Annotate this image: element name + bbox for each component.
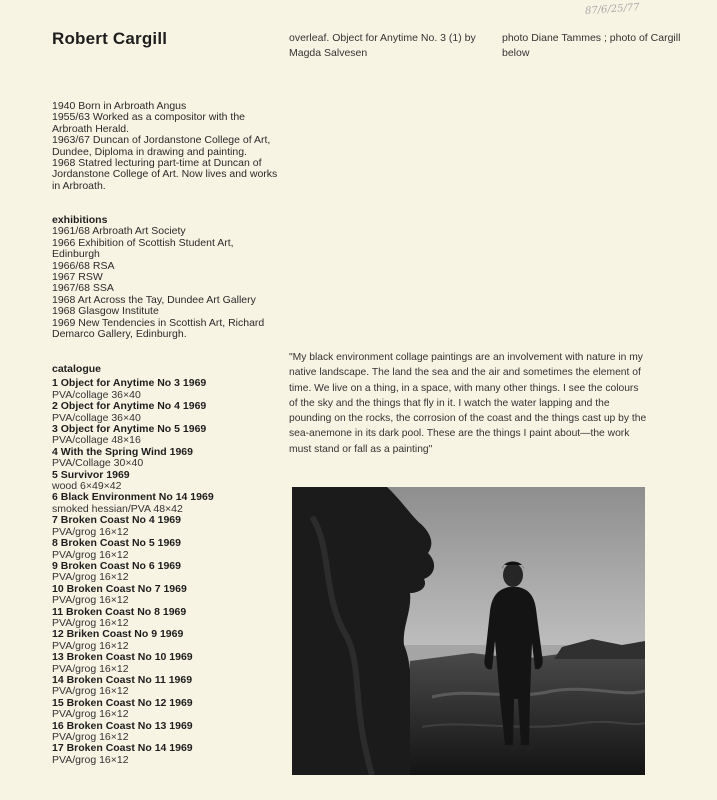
catalogue-item-medium: PVA/grog 16×12	[52, 525, 129, 538]
catalogue-item-title: 10 Broken Coast No 7 1969	[52, 582, 187, 595]
exhibition-item: 1961/68 Arbroath Art Society	[52, 225, 186, 238]
catalogue-item	[52, 538, 282, 561]
exhibitions-section	[52, 215, 282, 340]
catalogue-item-title: 5 Survivor 1969	[52, 468, 130, 481]
catalogue-item	[52, 652, 282, 675]
exhibition-item: 1967/68 SSA	[52, 282, 114, 295]
catalogue-item	[52, 515, 282, 538]
catalogue-item	[52, 424, 282, 447]
catalogue-item-medium: wood 6×49×42	[52, 480, 122, 493]
catalogue-item	[52, 675, 282, 698]
catalogue-item-title: 3 Object for Anytime No 5 1969	[52, 423, 207, 436]
catalogue-section	[52, 364, 282, 766]
catalogue-item-medium: PVA/grog 16×12	[52, 594, 129, 607]
catalogue-item-title: 12 Briken Coast No 9 1969	[52, 628, 184, 641]
catalogue-item-title: 7 Broken Coast No 4 1969	[52, 514, 181, 527]
catalogue-item-medium: PVA/grog 16×12	[52, 662, 129, 675]
catalogue-item	[52, 447, 282, 470]
catalogue-item-medium: PVA/collage 36×40	[52, 388, 141, 401]
catalogue-item-medium: PVA/grog 16×12	[52, 708, 129, 721]
catalogue-item-medium: smoked hessian/PVA 48×42	[52, 502, 183, 515]
catalogue-item	[52, 721, 282, 744]
exhibition-item: 1967 RSW	[52, 271, 103, 284]
catalogue-item-medium: PVA/grog 16×12	[52, 753, 129, 766]
catalogue-item-medium: PVA/grog 16×12	[52, 731, 129, 743]
catalogue-item	[52, 629, 282, 652]
catalogue-item-medium: PVA/grog 16×12	[52, 548, 129, 561]
catalogue-item	[52, 492, 282, 515]
bio-line: 1955/63 Worked as a compositor with the Arbroath Herald.	[52, 111, 245, 135]
handwritten-annotation: 87/6/25/77	[584, 2, 640, 17]
catalogue-item	[52, 401, 282, 424]
catalogue-heading: catalogue	[52, 363, 102, 375]
overleaf-caption: overleaf. Object for Anytime No. 3 (1) by Magda Salvesen	[289, 32, 476, 59]
catalogue-item-title: 9 Broken Coast No 6 1969	[52, 559, 181, 572]
catalogue-item	[52, 561, 282, 584]
catalogue-item-title: 11 Broken Coast No 8 1969	[52, 605, 187, 618]
bio-line: 1968 Statred lecturing part-time at Duncan of Jordanstone College of Art. Now lives and works in Arbroath.	[52, 157, 278, 192]
catalogue-item	[52, 698, 282, 721]
catalogue-item	[52, 743, 282, 766]
exhibition-item: 1968 Glasgow Institute	[52, 305, 159, 318]
catalogue-item	[52, 607, 282, 630]
exhibition-item: 1969 New Tendencies in Scottish Art, Richard Demarco Gallery, Edinburgh.	[52, 316, 265, 341]
bio-line: 1940 Born in Arbroath Angus	[52, 100, 187, 112]
photo-credit-caption: photo Diane Tammes ; photo of Cargill below	[502, 32, 681, 59]
exhibition-item: 1968 Art Across the Tay, Dundee Art Gallery	[52, 293, 256, 306]
artist-photograph	[292, 487, 645, 775]
catalogue-item	[52, 378, 282, 401]
catalogue-item-title: 14 Broken Coast No 11 1969	[52, 673, 193, 686]
artist-quote: "My black environment collage paintings are an involvement with nature in my native landscape. The land the sea and the air and sometimes the element of time. We live on a thing, in a space, with many other things. I see the colours of the sky and the things that fly in it. I watch the water lapping and the pounding on the rocks, the corrosion of the coast and the things cast up by the sea-anemone in its dark pool. These are the things I paint about—the work must stand or fall as a painting"	[289, 352, 647, 455]
photo-illustration	[292, 487, 645, 775]
catalogue-list	[52, 378, 282, 766]
catalogue-item-title: 13 Broken Coast No 10 1969	[52, 651, 193, 664]
catalogue-item-title: 1 Object for Anytime No 3 1969	[52, 377, 207, 390]
biography	[52, 101, 282, 192]
catalogue-item-medium: PVA/Collage 30×40	[52, 457, 144, 470]
catalogue-item-medium: PVA/collage 36×40	[52, 411, 141, 424]
catalogue-item-title: 4 With the Spring Wind 1969	[52, 445, 193, 458]
artist-name: Robert Cargill	[52, 29, 168, 48]
catalogue-item	[52, 470, 282, 493]
catalogue-item-medium: PVA/grog 16×12	[52, 571, 129, 584]
catalogue-item-medium: PVA/grog 16×12	[52, 639, 129, 652]
catalogue-item-title: 16 Broken Coast No 13 1969	[52, 719, 193, 732]
exhibitions-list	[52, 226, 282, 340]
catalogue-item	[52, 584, 282, 607]
catalogue-item-title: 8 Broken Coast No 5 1969	[52, 537, 181, 550]
catalogue-item-medium: PVA/collage 48×16	[52, 434, 141, 447]
catalogue-item-medium: PVA/grog 16×12	[52, 616, 129, 629]
bio-line: 1963/67 Duncan of Jordanstone College of Art, Dundee, Diploma in drawing and painting.	[52, 134, 271, 158]
exhibition-item: 1966/68 RSA	[52, 259, 115, 272]
catalogue-item-title: 15 Broken Coast No 12 1969	[52, 696, 193, 709]
exhibition-item: 1966 Exhibition of Scottish Student Art, Edinburgh	[52, 236, 234, 261]
catalogue-item-title: 6 Black Environment No 14 1969	[52, 491, 214, 504]
exhibitions-heading: exhibitions	[52, 214, 108, 226]
catalogue-item-title: 17 Broken Coast No 14 1969	[52, 742, 193, 755]
catalogue-item-medium: PVA/grog 16×12	[52, 685, 129, 698]
catalogue-item-title: 2 Object for Anytime No 4 1969	[52, 400, 207, 413]
